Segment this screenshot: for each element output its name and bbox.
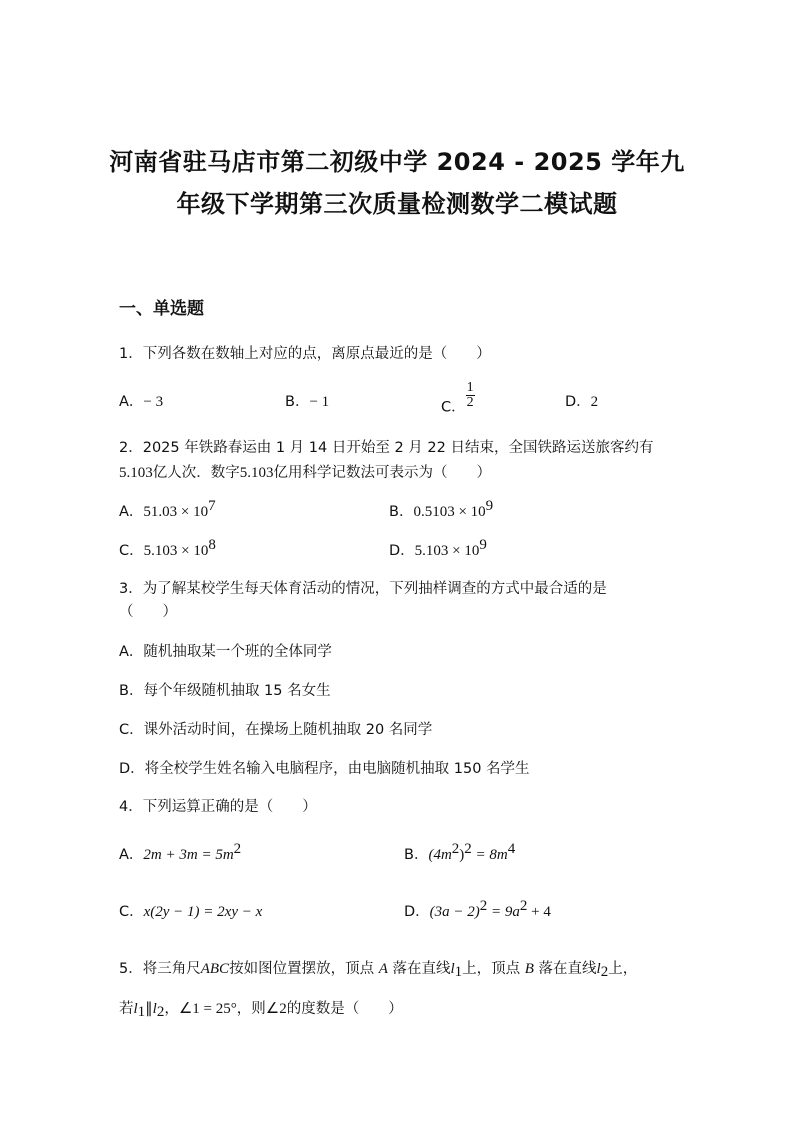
question-2-stem-line-1: 2．2025 年铁路春运由 1 月 14 日开始至 2 月 22 日结束，全国铁路运送旅客约有 — [119, 440, 654, 456]
exponent: 8 — [208, 537, 216, 553]
option-label: A． — [119, 394, 144, 410]
text: ， — [164, 1001, 179, 1017]
line-l1: l — [133, 1001, 138, 1017]
option-value: − 3 — [143, 394, 164, 410]
question-4-option-a — [119, 843, 241, 864]
option-label: A． — [119, 847, 144, 863]
exponent: 2 — [479, 898, 488, 914]
exponent: 2 — [464, 841, 472, 857]
option-label: A． — [119, 504, 144, 520]
parallel-symbol: ∥ — [145, 1001, 153, 1017]
option-value: 5.103 × 10 — [414, 543, 480, 559]
exponent: 7 — [208, 498, 216, 514]
option-label: D． — [565, 394, 591, 410]
text: 落在直线 — [387, 961, 451, 977]
exponent: 2 — [233, 841, 242, 857]
fraction — [466, 381, 475, 410]
angle-1: ∠1 = 25° — [178, 1001, 237, 1017]
text: 亿人次．数字 — [152, 465, 240, 481]
option-value: 51.03 × 10 — [143, 504, 209, 520]
line-l2: l — [152, 1001, 157, 1017]
number: 5.103 — [239, 465, 274, 481]
exponent: 9 — [479, 537, 487, 553]
text: 上， — [608, 961, 638, 977]
question-3-option-d: D．将全校学生姓名输入电脑程序，由电脑随机抽取 150 名学生 — [119, 761, 530, 777]
question-5-stem-line-2 — [119, 997, 403, 1018]
text: 亿用科学记数法可表示为（ ） — [273, 465, 491, 481]
option-expression: x(2y − 1) = 2xy − x — [143, 904, 263, 920]
question-4-option-d — [404, 900, 551, 921]
option-label: D． — [389, 543, 415, 559]
option-value: 2 — [590, 394, 599, 410]
text: 的度数是（ ） — [286, 1001, 403, 1017]
option-label: B． — [285, 394, 310, 410]
angle-2: ∠2 — [265, 1001, 287, 1017]
text: ，则 — [236, 1001, 266, 1017]
subscript: 2 — [600, 964, 609, 980]
exponent: 2 — [451, 841, 460, 857]
question-3-stem-line-2: （ ） — [119, 604, 177, 620]
option-expression: = 9a — [487, 904, 520, 920]
question-2-option-a — [119, 500, 216, 521]
option-label: C． — [119, 904, 144, 920]
fraction-denominator: 2 — [466, 395, 474, 410]
document-title-line-1: 河南省驻马店市第二初级中学 2024 - 2025 学年九 — [109, 148, 685, 176]
option-label: D． — [404, 904, 430, 920]
text: 若 — [119, 1001, 134, 1017]
number: 5.103 — [119, 465, 153, 481]
subscript: 1 — [137, 1004, 146, 1020]
question-3-option-a: A．随机抽取某一个班的全体同学 — [119, 644, 332, 660]
question-4-option-b — [404, 843, 515, 864]
question-3-option-b: B．每个年级随机抽取 15 名女生 — [119, 683, 331, 699]
question-5-stem-line-1 — [119, 957, 637, 978]
question-1-option-c — [441, 381, 475, 417]
exponent: 9 — [485, 498, 494, 514]
question-2-stem-line-2 — [119, 461, 491, 482]
subscript: 2 — [156, 1004, 165, 1020]
question-2-option-b — [389, 500, 493, 521]
option-label: C． — [119, 543, 144, 559]
option-label: C． — [441, 399, 466, 416]
vertex-a: A — [378, 961, 388, 977]
question-2-option-d — [389, 539, 487, 560]
subscript: 1 — [454, 964, 463, 980]
question-2-option-c — [119, 539, 216, 560]
question-3-stem-line-1: 3．为了解某校学生每天体育活动的情况，下列抽样调查的方式中最合适的是 — [119, 581, 607, 597]
line-l2: l — [596, 961, 601, 977]
option-expression: (3a − 2) — [429, 904, 480, 920]
question-1-option-d — [565, 390, 598, 411]
option-expression: = 8m — [471, 847, 508, 863]
exponent: 4 — [507, 841, 516, 857]
option-value: 5.103 × 10 — [143, 543, 209, 559]
option-value: 0.5103 × 10 — [413, 504, 486, 520]
text: 上，顶点 — [462, 961, 525, 977]
option-value: − 1 — [309, 394, 330, 410]
vertex-b: B — [524, 961, 534, 977]
triangle-name: ABC — [200, 961, 230, 977]
line-l1: l — [450, 961, 455, 977]
document-title-line-2: 年级下学期第三次质量检测数学二模试题 — [176, 190, 618, 218]
section-heading-single-choice: 一、单选题 — [119, 299, 204, 319]
question-1-stem: 1．下列各数在数轴上对应的点，离原点最近的是（ ） — [119, 346, 491, 362]
exponent: 2 — [519, 898, 528, 914]
text: 5．将三角尺 — [119, 961, 201, 977]
paren: ) — [459, 847, 465, 863]
option-expression: 2m + 3m = 5m — [143, 847, 234, 863]
option-label: B． — [389, 504, 414, 520]
option-label: B． — [404, 847, 429, 863]
question-4-option-c — [119, 900, 262, 921]
fraction-numerator: 1 — [466, 380, 474, 395]
question-3-option-c: C．课外活动时间，在操场上随机抽取 20 名同学 — [119, 722, 433, 738]
text: 按如图位置摆放，顶点 — [229, 961, 379, 977]
text: 落在直线 — [533, 961, 597, 977]
question-4-stem: 4．下列运算正确的是（ ） — [119, 799, 317, 815]
option-expression: + 4 — [527, 904, 551, 920]
option-expression: (4m — [428, 847, 452, 863]
question-1-option-b — [285, 390, 329, 411]
question-1-option-a — [119, 390, 163, 411]
